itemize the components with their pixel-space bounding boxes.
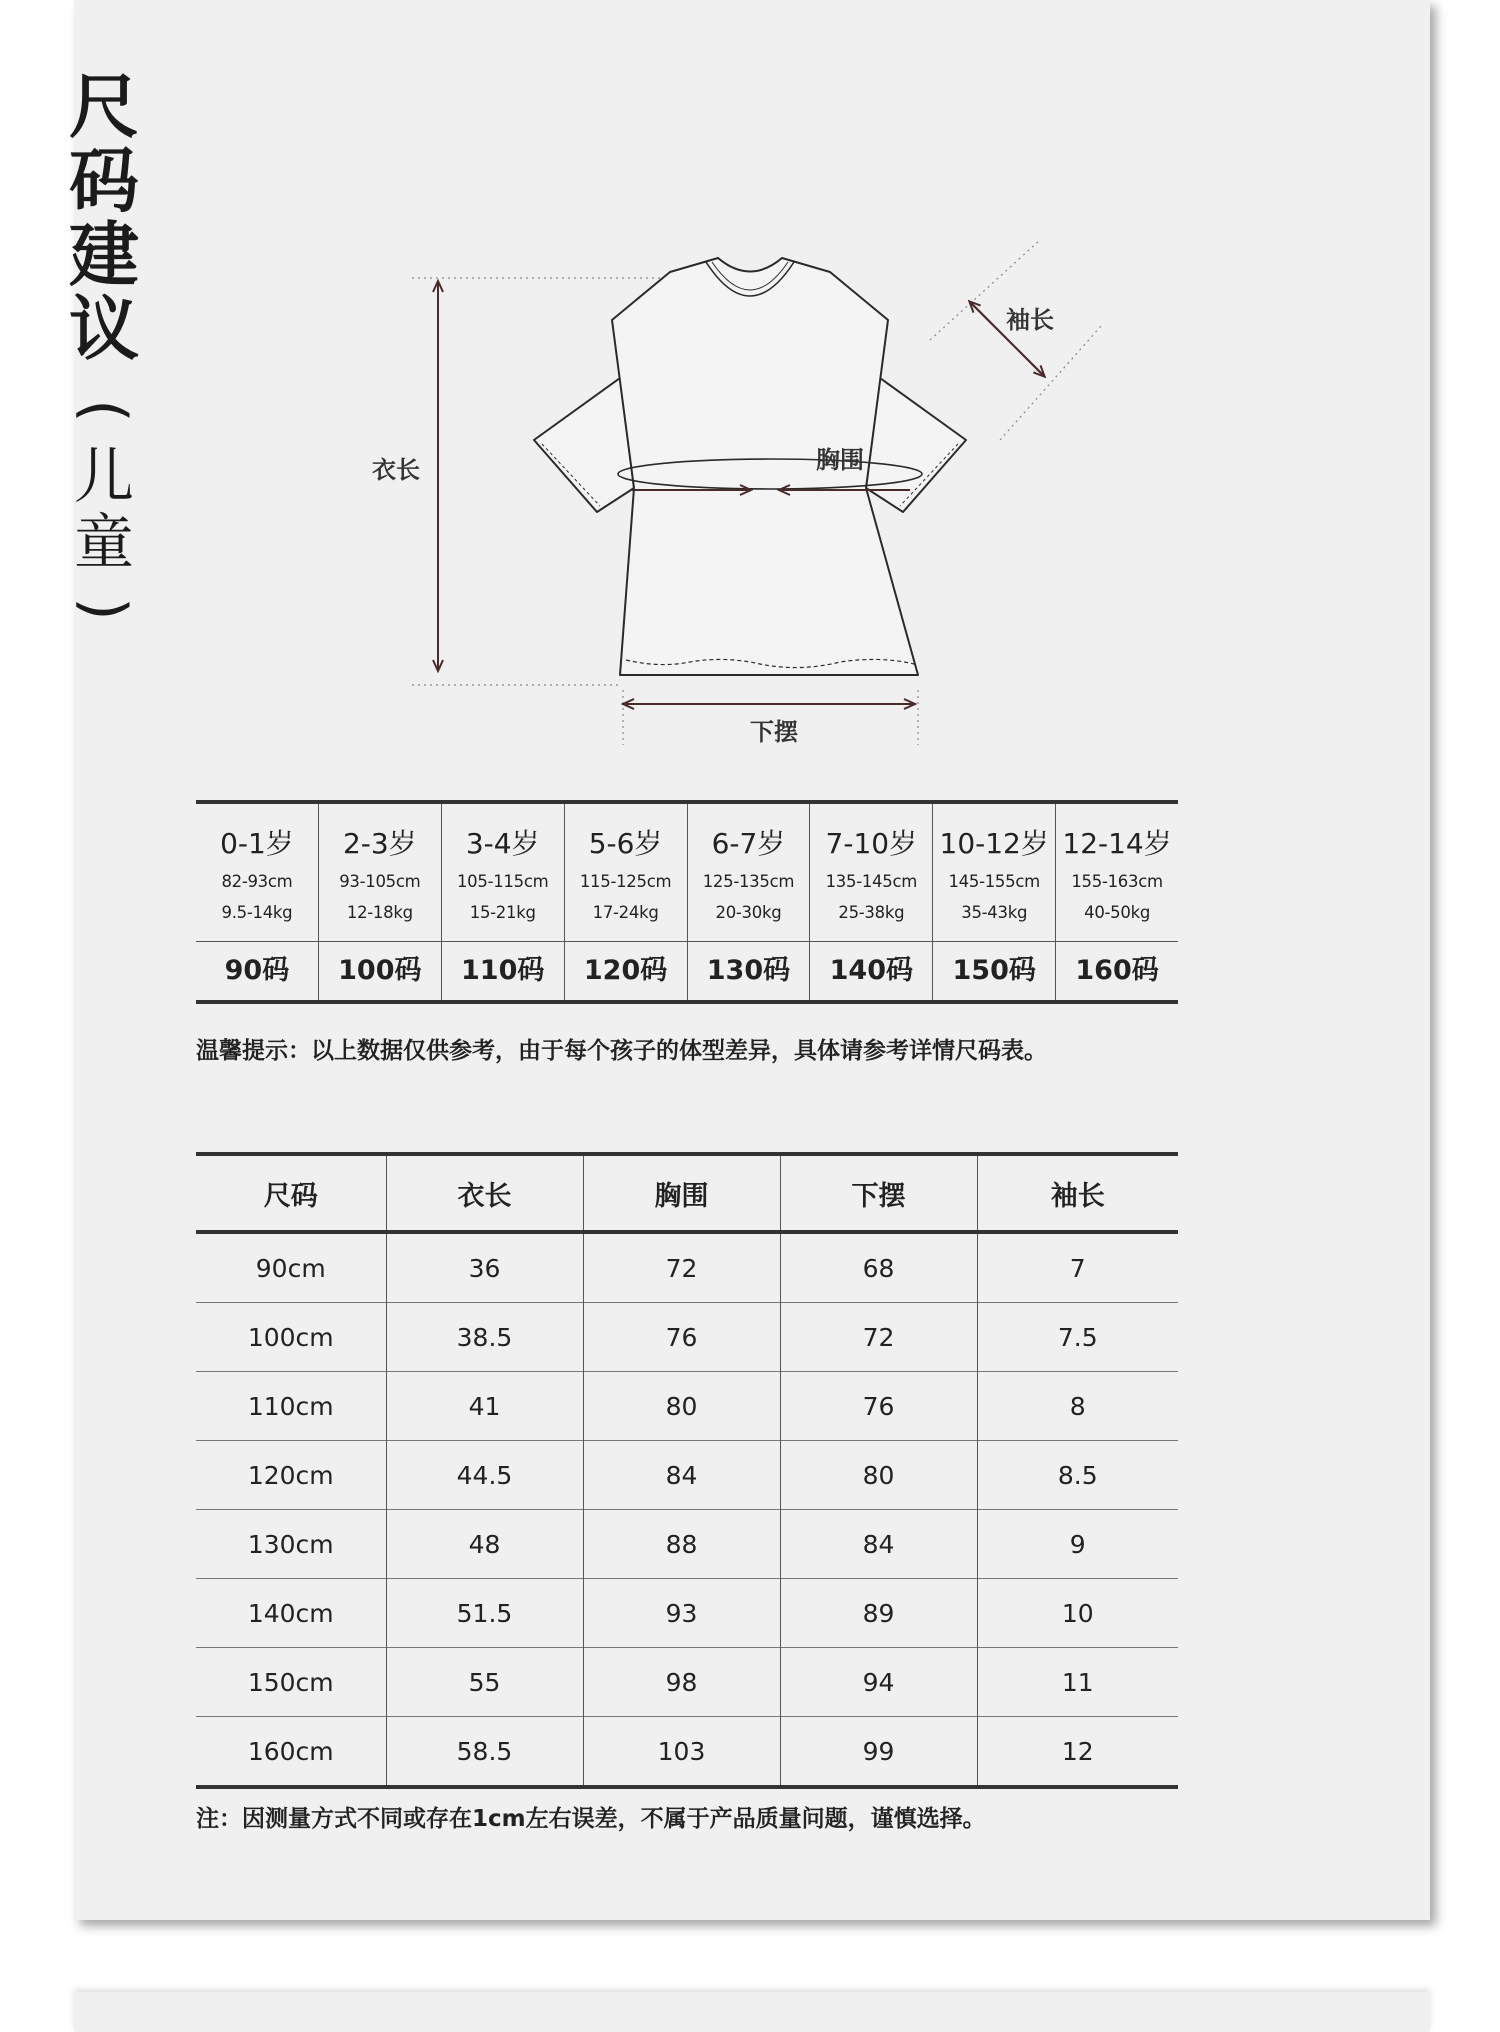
- cell-hem: 68: [780, 1232, 977, 1303]
- header-chest: 胸围: [583, 1154, 780, 1232]
- age-column: [932, 804, 1055, 1000]
- cell-chest: 80: [583, 1372, 780, 1441]
- header-sleeve: 袖长: [977, 1154, 1178, 1232]
- age-column: [196, 804, 318, 1000]
- age-range: 0-1岁: [220, 827, 294, 860]
- table-row: [196, 1579, 1178, 1648]
- cell-chest: 103: [583, 1717, 780, 1788]
- age-range: 2-3岁: [342, 827, 417, 860]
- height-range: 125-135cm: [702, 872, 795, 891]
- cell-chest: 98: [583, 1648, 780, 1717]
- age-range: 5-6岁: [588, 827, 663, 860]
- size-code: 100码: [338, 955, 422, 986]
- table-row: [196, 1303, 1178, 1372]
- header-size: 尺码: [196, 1154, 386, 1232]
- size-code: 130码: [706, 955, 791, 986]
- cell-size: 130cm: [196, 1510, 386, 1579]
- table-row: [196, 1717, 1178, 1788]
- left-sleeve: [534, 378, 634, 512]
- weight-range: 17-24kg: [592, 903, 659, 922]
- size-code: 160码: [1075, 955, 1159, 986]
- age-range: 6-7岁: [711, 827, 786, 860]
- cell-size: 90cm: [255, 1253, 326, 1283]
- title-char: 码: [69, 140, 139, 222]
- cell-size: 120cm: [196, 1441, 386, 1510]
- cell-sleeve: 8: [977, 1372, 1178, 1441]
- weight-range: 15-21kg: [469, 903, 536, 922]
- cell-sleeve: 11: [977, 1648, 1178, 1717]
- cell-chest: 76: [583, 1303, 780, 1372]
- header-hem: 下摆: [780, 1154, 977, 1232]
- cell-sleeve: 12: [977, 1717, 1178, 1788]
- table-row: [196, 1441, 1178, 1510]
- age-range: 7-10岁: [825, 827, 918, 860]
- cell-hem: 72: [780, 1303, 977, 1372]
- cell-length: 44.5: [386, 1441, 583, 1510]
- cell-size: 110cm: [196, 1372, 386, 1441]
- table-header-row: [196, 1154, 1178, 1232]
- height-range: 135-145cm: [825, 872, 917, 891]
- subtitle-char: 儿: [74, 442, 134, 512]
- cell-size: 160cm: [196, 1717, 386, 1788]
- cell-size: 100cm: [196, 1303, 386, 1372]
- age-column: [318, 804, 441, 1000]
- age-range: 3-4岁: [465, 827, 540, 860]
- cell-hem: 89: [780, 1579, 977, 1648]
- chest-label: 胸围: [816, 446, 864, 474]
- next-card-edge: [74, 1992, 1430, 2032]
- header-length: 衣长: [386, 1154, 583, 1232]
- cell-sleeve: 7.5: [977, 1303, 1178, 1372]
- cell-size: 150cm: [196, 1648, 386, 1717]
- size-code: 110码: [461, 955, 545, 986]
- age-column: [809, 804, 932, 1000]
- cell-chest: 88: [583, 1510, 780, 1579]
- subtitle-close-paren: ): [69, 597, 139, 621]
- cell-hem: 76: [780, 1372, 977, 1441]
- hem-label: 下摆: [750, 718, 798, 746]
- age-column: [441, 804, 564, 1000]
- cell-sleeve: 10: [977, 1579, 1178, 1648]
- age-size-table: [196, 800, 1178, 1004]
- table-row: [196, 1510, 1178, 1579]
- size-code: 140码: [829, 955, 913, 986]
- cell-hem: 80: [780, 1441, 977, 1510]
- cell-sleeve: 9: [977, 1510, 1178, 1579]
- title-char: 建: [69, 214, 139, 296]
- size-code: 90码: [224, 955, 290, 986]
- cell-size: 140cm: [196, 1579, 386, 1648]
- weight-range: 40-50kg: [1084, 903, 1150, 922]
- cell-sleeve: 7: [977, 1232, 1178, 1303]
- cell-chest: 72: [583, 1232, 780, 1303]
- height-range: 93-105cm: [339, 872, 421, 891]
- tip-text: 温馨提示：以上数据仅供参考，由于每个孩子的体型差异，具体请参考详情尺码表。: [196, 1038, 1047, 1064]
- cell-length: 48: [386, 1510, 583, 1579]
- table-row: [196, 1372, 1178, 1441]
- weight-range: 35-43kg: [961, 903, 1028, 922]
- subtitle-char: 童: [74, 508, 134, 578]
- weight-range: 12-18kg: [346, 903, 413, 922]
- age-column: [1055, 804, 1178, 1000]
- footnote-text: 注：因测量方式不同或存在1cm左右误差，不属于产品质量问题，谨慎选择。: [196, 1806, 986, 1832]
- cell-length: 58.5: [386, 1717, 583, 1788]
- height-range: 82-93cm: [221, 872, 293, 891]
- cell-length: 38.5: [386, 1303, 583, 1372]
- height-range: 145-155cm: [948, 872, 1040, 891]
- age-column: [564, 804, 687, 1000]
- right-sleeve: [866, 378, 966, 512]
- weight-range: 20-30kg: [715, 903, 782, 922]
- cell-hem: 99: [780, 1717, 977, 1788]
- title-char: 议: [69, 288, 139, 370]
- sleeve-label: 袖长: [1006, 306, 1054, 334]
- length-label: 衣长: [372, 456, 420, 484]
- cell-chest: 93: [583, 1579, 780, 1648]
- cell-length: 41: [386, 1372, 583, 1441]
- cell-length: 51.5: [386, 1579, 583, 1648]
- title-char: 尺: [69, 66, 139, 148]
- height-range: 115-125cm: [579, 872, 672, 891]
- age-column: [687, 804, 810, 1000]
- cell-length: 36: [386, 1232, 583, 1303]
- age-range: 12-14岁: [1062, 827, 1172, 860]
- table-row: [196, 1648, 1178, 1717]
- height-range: 105-115cm: [456, 872, 549, 891]
- cell-length: 55: [386, 1648, 583, 1717]
- weight-range: 9.5-14kg: [221, 903, 293, 922]
- measurement-table: [196, 1152, 1178, 1789]
- size-code: 150码: [952, 955, 1036, 986]
- cell-hem: 94: [780, 1648, 977, 1717]
- table-row: [196, 1232, 1178, 1303]
- size-code: 120码: [583, 955, 668, 986]
- cell-hem: 84: [780, 1510, 977, 1579]
- weight-range: 25-38kg: [838, 903, 905, 922]
- height-range: 155-163cm: [1071, 872, 1163, 891]
- age-range: 10-12岁: [939, 827, 1049, 860]
- tshirt-diagram: [0, 0, 1500, 780]
- subtitle-open-paren: (: [69, 399, 139, 423]
- cell-sleeve: 8.5: [977, 1441, 1178, 1510]
- cell-chest: 84: [583, 1441, 780, 1510]
